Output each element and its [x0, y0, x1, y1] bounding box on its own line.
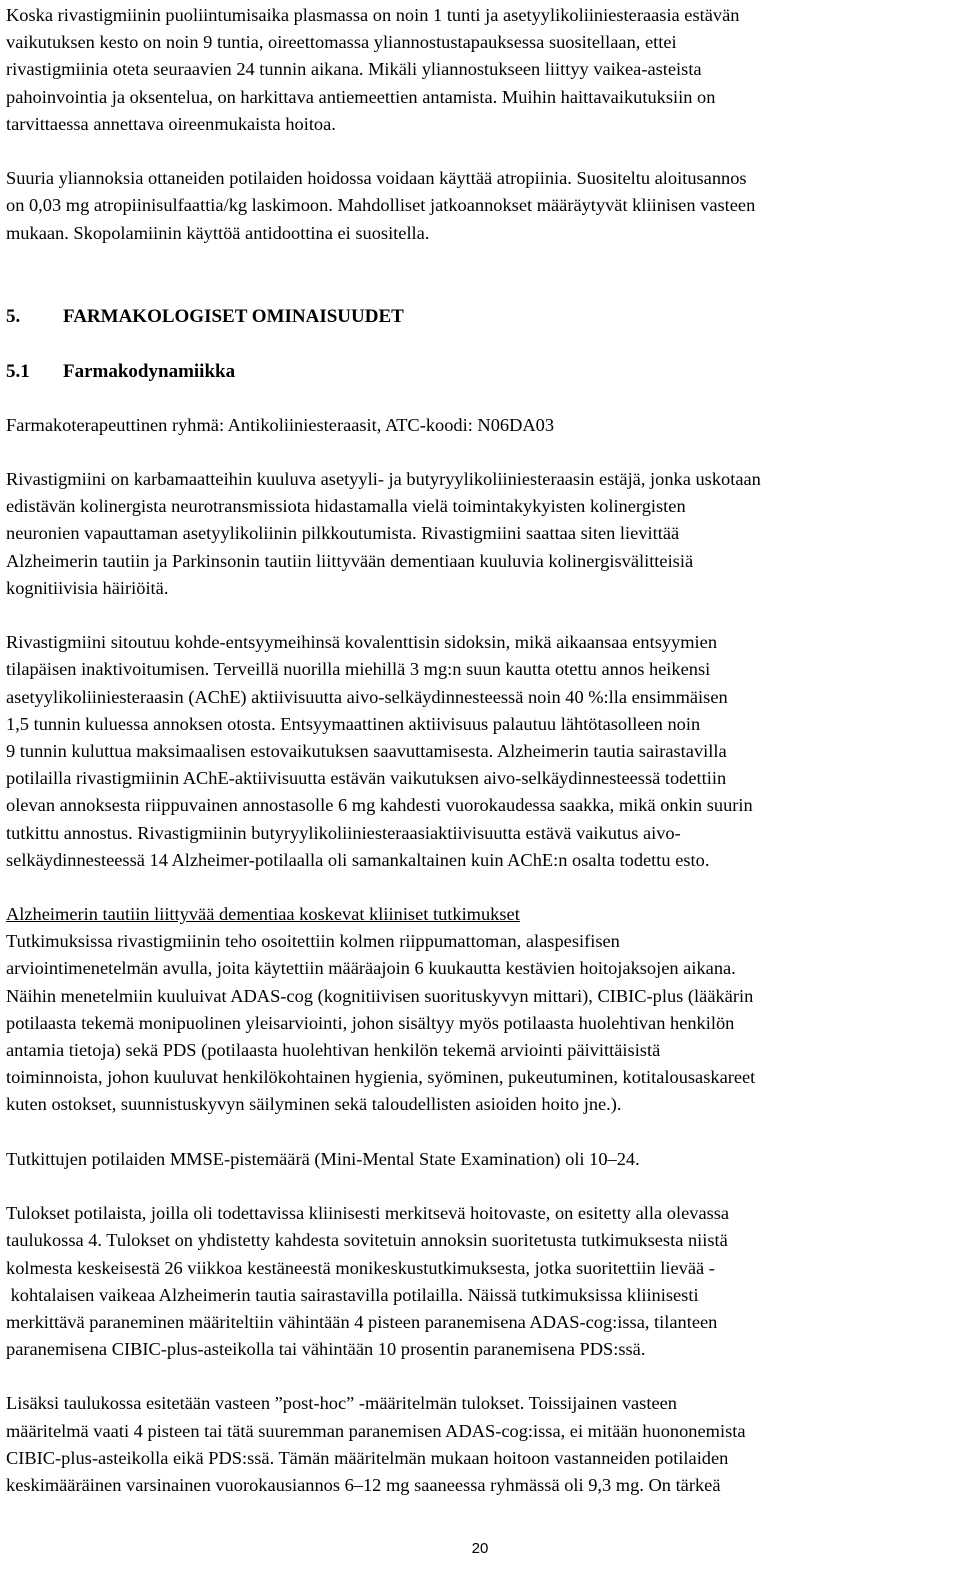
text-line: vaikutuksen kesto on noin 9 tuntia, oireettomassa yliannostustapauksessa suositellaan, ettei — [6, 32, 677, 53]
clinical-studies-heading-text: Alzheimerin tautiin liittyvää dementiaa koskevat kliiniset tutkimukset — [6, 904, 520, 925]
text-line: kohtalaisen vaikeaa Alzheimerin tautia sairastavilla potilailla. Näissä tutkimuksissa kliinisesti — [6, 1284, 699, 1305]
text-line: Näihin menetelmiin kuuluivat ADAS-cog (kognitiivisen suorituskyvyn mittari), CIBIC-plus (lääkärin — [6, 985, 754, 1006]
text-line: tarvittaessa annettava oireenmukaista hoitoa. — [6, 113, 336, 134]
subsection-heading — [6, 358, 954, 385]
text-line: Alzheimerin tautiin ja Parkinsonin tautiin liittyvään dementiaan kuuluvia kolinergisvälitteisiä — [6, 550, 694, 571]
text-line: CIBIC-plus-asteikolla eikä PDS:ssä. Tämän määritelmän mukaan hoitoon vastanneiden potilaiden — [6, 1447, 729, 1468]
clinical-studies-heading — [6, 901, 954, 928]
text-line: edistävän kolinergista neurotransmissiota hidastamalla vielä toimintakykyisten kolinergisten — [6, 496, 686, 517]
text-line: pahoinvointia ja oksentelua, on harkittava antiemeettien antamista. Muihin haittavaikutuksiin on — [6, 86, 716, 107]
text-line: Koska rivastigmiinin puoliintumisaika plasmassa on noin 1 tunti ja asetyylikoliiniesteraasia estävän — [6, 5, 740, 25]
text-line: kognitiivisia häiriöitä. — [6, 577, 169, 598]
text-line: antamia tietoja) sekä PDS (potilaasta huolehtivan henkilön tekemä arviointi päivittäisistä — [6, 1040, 661, 1060]
paragraph-binding — [6, 629, 954, 874]
paragraph-post-hoc — [6, 1390, 954, 1499]
text-line: Lisäksi taulukossa esitetään vasteen ”post-hoc” -määritelmän tulokset. Toissijainen vasteen — [6, 1393, 677, 1414]
text-line: Farmakoterapeuttinen ryhmä: Antikoliiniesteraasit, ATC-koodi: N06DA03 — [6, 414, 555, 435]
text-line: merkittävä paraneminen määriteltiin vähintään 4 pisteen paranemisena ADAS-cog:issa, tilanteen — [6, 1311, 718, 1332]
paragraph-atropine — [6, 165, 954, 247]
text-line: määritelmä vaati 4 pisteen tai tätä suuremman paranemisen ADAS-cog:issa, ei mitään huononemista — [6, 1420, 746, 1441]
text-line: paranemisena CIBIC-plus-asteikolla tai vähintään 10 prosentin paranemisena PDS:ssä. — [6, 1339, 646, 1360]
section-heading — [6, 303, 954, 330]
paragraph-mmse — [6, 1146, 954, 1173]
text-line: toiminnoista, johon kuuluvat henkilökohtainen hygienia, syöminen, pukeutuminen, kotitalousaskareet — [6, 1067, 756, 1088]
text-line: Tulokset potilaista, joilla oli todettavissa kliinisesti merkitsevä hoitovaste, on esitetty alla olevassa — [6, 1203, 730, 1224]
text-line: 9 tunnin kuluttua maksimaalisen estovaikutuksen saavuttamisesta. Alzheimerin tautia sairastavilla — [6, 740, 727, 761]
text-line: tilapäisen inaktivoitumisen. Terveillä nuorilla miehillä 3 mg:n suun kautta otettu annos heikensi — [6, 659, 711, 680]
paragraph-atc — [6, 412, 954, 439]
page-number: 20 — [471, 1540, 489, 1557]
paragraph-overdose — [6, 2, 954, 138]
text-line: on 0,03 mg atropiinisulfaattia/kg laskimoon. Mahdolliset jatkoannokset määräytyvät kliinisen vasteen — [6, 195, 756, 216]
text-line: Tutkittujen potilaiden MMSE-pistemäärä (Mini-Mental State Examination) oli 10–24. — [6, 1148, 640, 1169]
paragraph-methods — [6, 928, 954, 1118]
text-line: Tutkimuksissa rivastigmiinin teho osoitettiin kolmen riippumattoman, alaspesifisen — [6, 931, 620, 952]
text-line: neuronien vapauttaman asetyylikoliinin pilkkoutumista. Rivastigmiini saattaa siten lievittää — [6, 523, 680, 544]
text-line: tutkittu annostus. Rivastigmiinin butyryylikoliiniesteraasiaktiivisuutta estävä vaikutus aivo- — [6, 822, 681, 843]
text-line: Rivastigmiini sitoutuu kohde-entsyymeihinsä kovalenttisin sidoksin, mikä aikaansaa entsyymien — [6, 632, 718, 653]
text-line: keskimääräinen varsinainen vuorokausiannos 6–12 mg saaneessa ryhmässä oli 9,3 mg. On tärkeä — [6, 1475, 721, 1495]
text-line: kolmesta keskeisestä 26 viikkoa kestäneestä monikeskustutkimuksesta, jotka suoritettiin lievää - — [6, 1257, 715, 1278]
text-line: 1,5 tunnin kuluessa annoksen otosta. Entsyymaattinen aktiivisuus palautuu lähtötasolleen noin — [6, 713, 701, 734]
text-line: arviointimenetelmän avulla, joita käytettiin määräajoin 6 kuukautta kestävien hoitojaksojen aikana. — [6, 958, 736, 979]
text-line: asetyylikoliiniesteraasin (AChE) aktiivisuutta aivo-selkäydinnesteessä noin 40 %:lla ensimmäisen — [6, 686, 728, 707]
text-line: rivastigmiinia oteta seuraavien 24 tunnin aikana. Mikäli yliannostukseen liittyy vaikea-asteista — [6, 59, 702, 80]
document-page — [6, 2, 954, 1499]
text-line: potilailla rivastigmiinin AChE-aktiivisuutta estävän vaikutuksen aivo-selkäydinnesteessä todettiin — [6, 768, 727, 789]
text-line: mukaan. Skopolamiinin käyttöä antidoottina ei suositella. — [6, 222, 430, 243]
section-title: FARMAKOLOGISET OMINAISUUDET — [63, 305, 404, 327]
text-line: Suuria yliannoksia ottaneiden potilaiden hoidossa voidaan käyttää atropiinia. Suositeltu aloitusannos — [6, 168, 747, 189]
paragraph-results — [6, 1200, 954, 1363]
paragraph-mechanism — [6, 466, 954, 602]
text-line: kuten ostokset, suunnistuskyvyn säilyminen sekä taloudellisten asioiden hoito jne.). — [6, 1094, 622, 1115]
text-line: selkäydinnesteessä 14 Alzheimer-potilaalla oli samankaltainen kuin AChE:n osalta todettu esto. — [6, 849, 710, 870]
text-line: taulukossa 4. Tulokset on yhdistetty kahdesta sovitetuin annoksin suoritetusta tutkimuksesta niistä — [6, 1230, 728, 1251]
subsection-title: Farmakodynamiikka — [63, 360, 236, 382]
text-line: potilaasta tekemä monipuolinen yleisarviointi, johon sisältyy myös potilaasta huolehtivan henkilön — [6, 1012, 735, 1033]
section-number: 5. — [6, 305, 21, 327]
subsection-number: 5.1 — [6, 360, 30, 382]
text-line: olevan annoksesta riippuvainen annostasolle 6 mg kahdesti vuorokaudessa saakka, mikä onkin suurin — [6, 795, 753, 816]
text-line: Rivastigmiini on karbamaatteihin kuuluva asetyyli- ja butyryylikoliiniesteraasin estäjä, jonka uskotaan — [6, 469, 761, 490]
